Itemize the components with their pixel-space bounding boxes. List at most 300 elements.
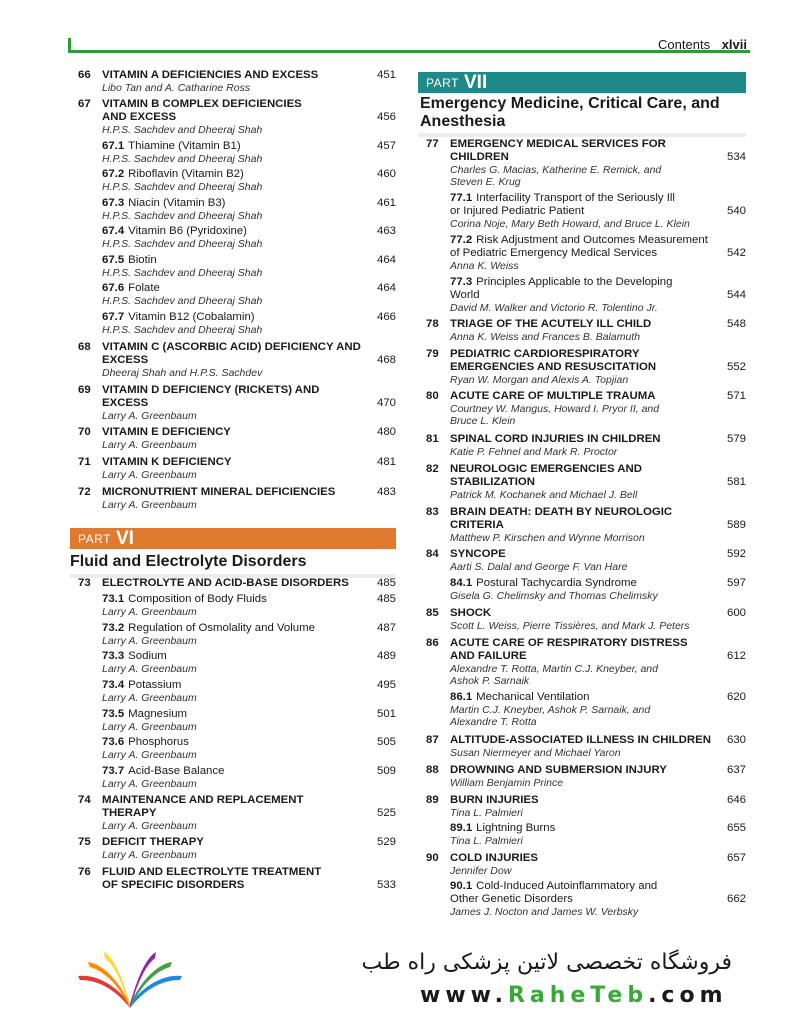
toc-subentry [426, 276, 746, 314]
page-number: 463 [376, 225, 396, 237]
author-line: Patrick M. Kochanek and Michael J. Bell [450, 489, 638, 501]
section-number: 67.6 [102, 282, 125, 294]
section-number: 67.7 [102, 311, 125, 323]
entry-title-line [450, 138, 666, 151]
chapter-number: 80 [426, 390, 439, 402]
chapter-number: 67 [78, 98, 91, 110]
author-line: Martin C.J. Kneyber, Ashok P. Sarnaik, and [450, 704, 651, 716]
entry-title-line [102, 341, 361, 354]
author-line: Larry A. Greenbaum [102, 439, 197, 451]
entry-title-text: EXCESS [102, 354, 149, 366]
entry-title-line [450, 234, 708, 247]
toc-subentry [426, 192, 746, 230]
entry-title-text: Principles Applicable to the Developing [476, 276, 673, 288]
entry-title-line [102, 282, 160, 295]
entry-title-line [450, 880, 657, 893]
section-number: 73.6 [102, 736, 125, 748]
author-line: Larry A. Greenbaum [102, 635, 197, 647]
chapter-number: 74 [78, 794, 91, 806]
page-number: 509 [376, 765, 396, 777]
entry-title-text: VITAMIN C (ASCORBIC ACID) DEFICIENCY AND [102, 341, 361, 353]
author-line: James J. Nocton and James W. Verbsky [450, 906, 639, 918]
toc-subentry [78, 311, 396, 336]
entry-title-line [450, 577, 637, 590]
page-number: 600 [726, 607, 746, 619]
page-number: 571 [726, 390, 746, 402]
toc-subentry [78, 765, 396, 790]
toc-entry [426, 607, 746, 632]
author-line: Larry A. Greenbaum [102, 663, 197, 675]
page-number: 461 [376, 197, 396, 209]
part-vii-title-line-2: Anesthesia [420, 113, 506, 130]
toc-subentry [78, 593, 396, 618]
entry-title-text: Vitamin B6 (Pyridoxine) [128, 225, 247, 237]
page-number: 544 [726, 289, 746, 301]
section-number: 73.3 [102, 650, 125, 662]
entry-title-text: AND FAILURE [450, 650, 527, 662]
entry-title-line [102, 225, 247, 238]
chapter-number: 75 [78, 836, 91, 848]
toc-entry [426, 734, 746, 759]
author-line: H.P.S. Sachdev and Dheeraj Shah [102, 153, 263, 165]
entry-title-text: COLD INJURIES [450, 852, 538, 864]
entry-title-text: AND EXCESS [102, 111, 177, 123]
toc-entry [78, 341, 396, 379]
toc-subentry [426, 822, 746, 847]
entry-title-line [102, 98, 302, 111]
author-line: Scott L. Weiss, Pierre Tissières, and Mark J. Peters [450, 620, 690, 632]
entry-title-text: Regulation of Osmolality and Volume [128, 622, 315, 634]
entry-title-line [102, 384, 319, 397]
entry-title-line [450, 852, 538, 865]
entry-title-text: CHILDREN [450, 151, 509, 163]
entry-title-text: Magnesium [128, 708, 188, 720]
author-line: Charles G. Macias, Katherine E. Remick, and [450, 164, 662, 176]
author-line: Tina L. Palmieri [450, 807, 523, 819]
entry-title-text: EMERGENCIES AND RESUSCITATION [450, 361, 657, 373]
entry-title-line [102, 254, 157, 267]
entry-title-text: Potassium [128, 679, 182, 691]
entry-title-text: Niacin (Vitamin B3) [128, 197, 226, 209]
footer-url[interactable] [420, 983, 728, 1008]
author-line: Matthew P. Kirschen and Wynne Morrison [450, 532, 645, 544]
entry-title-text: MICRONUTRIENT MINERAL DEFICIENCIES [102, 486, 336, 498]
page-number: 460 [376, 168, 396, 180]
entry-title-line [102, 807, 156, 820]
entry-title-line [102, 426, 231, 439]
entry-title-text: or Injured Pediatric Patient [450, 205, 585, 217]
section-number: 73.5 [102, 708, 125, 720]
section-number: 77.2 [450, 234, 473, 246]
author-line: Larry A. Greenbaum [102, 749, 197, 761]
section-number: 86.1 [450, 691, 473, 703]
author-line: Larry A. Greenbaum [102, 721, 197, 733]
entry-title-text: SPINAL CORD INJURIES IN CHILDREN [450, 433, 661, 445]
page-number: 480 [376, 426, 396, 438]
entry-title-line [450, 476, 535, 489]
entry-title-line [102, 311, 255, 324]
author-line: Aarti S. Dalal and George F. Van Hare [450, 561, 628, 573]
toc-entry [426, 138, 746, 188]
toc-entry [426, 390, 746, 427]
chapter-number: 68 [78, 341, 91, 353]
toc-subentry [426, 577, 746, 602]
page-number: 525 [376, 807, 396, 819]
chapter-number: 87 [426, 734, 439, 746]
entry-title-line [102, 736, 189, 749]
page-number: 540 [726, 205, 746, 217]
part-vi-banner [70, 528, 396, 549]
entry-title-line [450, 548, 506, 561]
entry-title-text: Sodium [128, 650, 167, 662]
entry-title-text: Postural Tachycardia Syndrome [476, 577, 637, 589]
entry-title-text: Risk Adjustment and Outcomes Measurement [476, 234, 708, 246]
entry-title-line [102, 354, 148, 367]
section-number: 67.5 [102, 254, 125, 266]
entry-title-line [102, 866, 321, 879]
toc-subentry [78, 168, 396, 193]
entry-title-line [102, 140, 241, 153]
page-number: 592 [726, 548, 746, 560]
toc-subentry [426, 691, 746, 728]
author-line: Larry A. Greenbaum [102, 820, 197, 832]
chapter-number: 84 [426, 548, 439, 560]
entry-title-text: Vitamin B12 (Cobalamin) [128, 311, 255, 323]
page-number: 529 [376, 836, 396, 848]
entry-title-text: Other Genetic Disorders [450, 893, 573, 905]
entry-title-text: STABILIZATION [450, 476, 535, 488]
entry-title-text: THERAPY [102, 807, 157, 819]
entry-title-text: Cold-Induced Autoinflammatory and [476, 880, 658, 892]
entry-title-line [450, 205, 584, 218]
entry-title-line [102, 765, 224, 778]
page-number: 662 [726, 893, 746, 905]
entry-title-line [102, 708, 187, 721]
toc-subentry [78, 254, 396, 279]
toc-subentry [78, 622, 396, 647]
entry-title-text: VITAMIN K DEFICIENCY [102, 456, 232, 468]
part-vii-banner [418, 72, 746, 93]
chapter-number: 66 [78, 69, 91, 81]
entry-title-text: EXCESS [102, 397, 149, 409]
entry-title-text: Mechanical Ventilation [476, 691, 590, 703]
page-number: 597 [726, 577, 746, 589]
chapter-number: 83 [426, 506, 439, 518]
chapter-number: 77 [426, 138, 439, 150]
author-line: Corina Noje, Mary Beth Howard, and Bruce L. Klein [450, 218, 690, 230]
entry-title-text: CRITERIA [450, 519, 504, 531]
entry-title-line [450, 361, 656, 374]
book-logo-icon [70, 944, 190, 1014]
header-rule [68, 50, 750, 53]
url-brand: RaheTeb [507, 983, 649, 1008]
page-number: 637 [726, 764, 746, 776]
entry-title-line [450, 764, 667, 777]
entry-title-text: PEDIATRIC CARDIORESPIRATORY [450, 348, 640, 360]
running-header [658, 37, 747, 52]
entry-title-text: VITAMIN E DEFICIENCY [102, 426, 231, 438]
url-suffix: .com [648, 983, 728, 1008]
entry-title-text: Acid-Base Balance [128, 765, 225, 777]
toc-entry [426, 852, 746, 877]
entry-title-text: Thiamine (Vitamin B1) [128, 140, 241, 152]
entry-title-text: VITAMIN A DEFICIENCIES AND EXCESS [102, 69, 319, 81]
toc-entry [78, 426, 396, 451]
part-label: PART [78, 532, 111, 546]
page-number: 468 [376, 354, 396, 366]
entry-title-line [450, 822, 555, 835]
page-number: 501 [376, 708, 396, 720]
page-number: 589 [726, 519, 746, 531]
chapter-number: 85 [426, 607, 439, 619]
toc-entry [78, 456, 396, 481]
chapter-number: 73 [78, 577, 91, 589]
toc-subentry [426, 880, 746, 918]
page-number: 579 [726, 433, 746, 445]
entry-title-line [450, 637, 688, 650]
toc-entry [426, 764, 746, 789]
section-number: 67.2 [102, 168, 125, 180]
entry-title-line [102, 879, 244, 892]
author-line: H.P.S. Sachdev and Dheeraj Shah [102, 324, 263, 336]
author-line: Larry A. Greenbaum [102, 778, 197, 790]
author-line: H.P.S. Sachdev and Dheeraj Shah [102, 124, 263, 136]
entry-title-line [450, 289, 480, 302]
author-line: Tina L. Palmieri [450, 835, 523, 847]
entry-title-line [102, 836, 204, 849]
page-number: 552 [726, 361, 746, 373]
entry-title-text: MAINTENANCE AND REPLACEMENT [102, 794, 304, 806]
entry-title-line [450, 794, 539, 807]
section-number: 77.1 [450, 192, 473, 204]
entry-title-text: Composition of Body Fluids [128, 593, 267, 605]
section-number: 84.1 [450, 577, 473, 589]
chapter-number: 86 [426, 637, 439, 649]
author-line: Steven E. Krug [450, 176, 521, 188]
page-number: 481 [376, 456, 396, 468]
entry-title-text: ELECTROLYTE AND ACID-BASE DISORDERS [102, 577, 349, 589]
section-number: 67.4 [102, 225, 125, 237]
author-line: Anna K. Weiss and Frances B. Balamuth [450, 331, 641, 343]
author-line: Larry A. Greenbaum [102, 606, 197, 618]
toc-subentry [78, 225, 396, 250]
toc-subentry [426, 234, 746, 272]
entry-title-text: NEUROLOGIC EMERGENCIES AND [450, 463, 642, 475]
entry-title-line [102, 679, 181, 692]
entry-title-line [450, 433, 661, 446]
chapter-number: 69 [78, 384, 91, 396]
entry-title-text: DROWNING AND SUBMERSION INJURY [450, 764, 667, 776]
author-line: Ryan W. Morgan and Alexis A. Topjian [450, 374, 629, 386]
page-number: 464 [376, 282, 396, 294]
section-number: 73.2 [102, 622, 125, 634]
toc-subentry [78, 736, 396, 761]
entry-title-line [450, 607, 491, 620]
page-number: 487 [376, 622, 396, 634]
entry-title-text: EMERGENCY MEDICAL SERVICES FOR [450, 138, 666, 150]
entry-title-line [102, 456, 232, 469]
author-line: Ashok P. Sarnaik [450, 675, 530, 687]
part-vi-title: Fluid and Electrolyte Disorders [70, 553, 307, 570]
page-number: 612 [726, 650, 746, 662]
entry-title-line [102, 593, 267, 606]
entry-title-line [450, 318, 651, 331]
entry-title-text: SHOCK [450, 607, 492, 619]
page-number: 548 [726, 318, 746, 330]
toc-entry [78, 486, 396, 511]
chapter-number: 76 [78, 866, 91, 878]
part-vii-title-line-1: Emergency Medicine, Critical Care, and [420, 95, 720, 112]
page-number: 456 [376, 111, 396, 123]
toc-entry [78, 69, 396, 94]
chapter-number: 89 [426, 794, 439, 806]
part-label: PART [426, 76, 459, 90]
page-number: 489 [376, 650, 396, 662]
section-number: 73.4 [102, 679, 125, 691]
entry-title-line [450, 247, 657, 260]
page-number: 485 [376, 577, 396, 589]
section-number: 73.7 [102, 765, 125, 777]
toc-subentry [78, 140, 396, 165]
author-line: Larry A. Greenbaum [102, 692, 197, 704]
entry-title-text: Phosphorus [128, 736, 189, 748]
author-line: Larry A. Greenbaum [102, 849, 197, 861]
section-number: 73.1 [102, 593, 125, 605]
page-number: 657 [726, 852, 746, 864]
author-line: H.P.S. Sachdev and Dheeraj Shah [102, 238, 263, 250]
entry-title-line [102, 794, 303, 807]
entry-title-line [450, 650, 527, 663]
entry-title-text: DEFICIT THERAPY [102, 836, 204, 848]
entry-title-line [102, 197, 225, 210]
section-number: 89.1 [450, 822, 473, 834]
entry-title-text: Lightning Burns [476, 822, 556, 834]
toc-entry [78, 794, 396, 832]
chapter-number: 72 [78, 486, 91, 498]
chapter-number: 81 [426, 433, 439, 445]
author-line: Larry A. Greenbaum [102, 499, 197, 511]
page-number: 542 [726, 247, 746, 259]
page-number: 646 [726, 794, 746, 806]
page-number: 620 [726, 691, 746, 703]
author-line: David M. Walker and Victorio R. Tolentino Jr. [450, 302, 658, 314]
entry-title-line [450, 519, 504, 532]
author-line: Anna K. Weiss [450, 260, 519, 272]
page-number: 457 [376, 140, 396, 152]
toc-entry [426, 463, 746, 501]
entry-title-line [450, 691, 590, 704]
author-line: Katie P. Fehnel and Mark R. Proctor [450, 446, 618, 458]
toc-subentry [78, 708, 396, 733]
page-number: 464 [376, 254, 396, 266]
author-line: Jennifer Dow [450, 865, 512, 877]
page-number: 470 [376, 397, 396, 409]
toc-entry [78, 98, 396, 136]
entry-title-line [450, 276, 672, 289]
author-line: Libo Tan and A. Catharine Ross [102, 82, 251, 94]
entry-title-text: ACUTE CARE OF RESPIRATORY DISTRESS [450, 637, 688, 649]
entry-title-line [102, 650, 167, 663]
toc-entry [426, 348, 746, 386]
entry-title-line [450, 734, 711, 747]
entry-title-line [102, 622, 315, 635]
header-page-number: xlvii [721, 37, 747, 52]
entry-title-line [102, 111, 176, 124]
section-number: 77.3 [450, 276, 473, 288]
author-line: Dheeraj Shah and H.P.S. Sachdev [102, 367, 263, 379]
entry-title-text: BURN INJURIES [450, 794, 539, 806]
page-number: 485 [376, 593, 396, 605]
toc-entry [426, 548, 746, 573]
chapter-number: 78 [426, 318, 439, 330]
toc-entry [78, 577, 396, 591]
toc-entry [426, 506, 746, 544]
author-line: H.P.S. Sachdev and Dheeraj Shah [102, 181, 263, 193]
author-line: Gisela G. Chelimsky and Thomas Chelimsky [450, 590, 658, 602]
entry-title-text: ALTITUDE-ASSOCIATED ILLNESS IN CHILDREN [450, 734, 711, 746]
page-number: 581 [726, 476, 746, 488]
header-label: Contents [658, 37, 711, 52]
page-number: 533 [376, 879, 396, 891]
entry-title-line [450, 192, 675, 205]
section-number: 90.1 [450, 880, 473, 892]
entry-title-text: of Pediatric Emergency Medical Services [450, 247, 658, 259]
entry-title-text: VITAMIN D DEFICIENCY (RICKETS) AND [102, 384, 320, 396]
entry-title-line [102, 168, 244, 181]
author-line: H.P.S. Sachdev and Dheeraj Shah [102, 210, 263, 222]
chapter-number: 71 [78, 456, 91, 468]
entry-title-text: Riboflavin (Vitamin B2) [128, 168, 244, 180]
page-number: 505 [376, 736, 396, 748]
entry-title-text: Biotin [128, 254, 157, 266]
entry-title-line [450, 151, 509, 164]
author-line: Larry A. Greenbaum [102, 410, 197, 422]
entry-title-text: SYNCOPE [450, 548, 506, 560]
entry-title-line [450, 893, 573, 906]
entry-title-line [450, 463, 642, 476]
chapter-number: 88 [426, 764, 439, 776]
author-line: H.P.S. Sachdev and Dheeraj Shah [102, 267, 263, 279]
page-number: 655 [726, 822, 746, 834]
entry-title-line [450, 506, 672, 519]
author-line: William Benjamin Prince [450, 777, 564, 789]
author-line: Larry A. Greenbaum [102, 469, 197, 481]
author-line: Courtney W. Mangus, Howard I. Pryor II, and [450, 403, 660, 415]
page-number: 630 [726, 734, 746, 746]
toc-entry [78, 866, 396, 891]
page-number: 534 [726, 151, 746, 163]
toc-entry [78, 836, 396, 861]
author-line: Alexandre T. Rotta [450, 716, 537, 728]
chapter-number: 79 [426, 348, 439, 360]
entry-title-text: BRAIN DEATH: DEATH BY NEUROLOGIC [450, 506, 673, 518]
entry-title-text: TRIAGE OF THE ACUTELY ILL CHILD [450, 318, 652, 330]
toc-entry [426, 794, 746, 819]
entry-title-line [450, 390, 655, 403]
section-number: 67.1 [102, 140, 125, 152]
section-number: 67.3 [102, 197, 125, 209]
part-numeral: VI [116, 528, 134, 549]
entry-title-line [102, 397, 148, 410]
entry-title-text: FLUID AND ELECTROLYTE TREATMENT [102, 866, 322, 878]
entry-title-line [102, 486, 335, 499]
chapter-number: 82 [426, 463, 439, 475]
entry-title-line [450, 348, 639, 361]
author-line: Bruce L. Klein [450, 415, 516, 427]
entry-title-text: VITAMIN B COMPLEX DEFICIENCIES [102, 98, 302, 110]
entry-title-line [102, 69, 318, 82]
page-number: 495 [376, 679, 396, 691]
